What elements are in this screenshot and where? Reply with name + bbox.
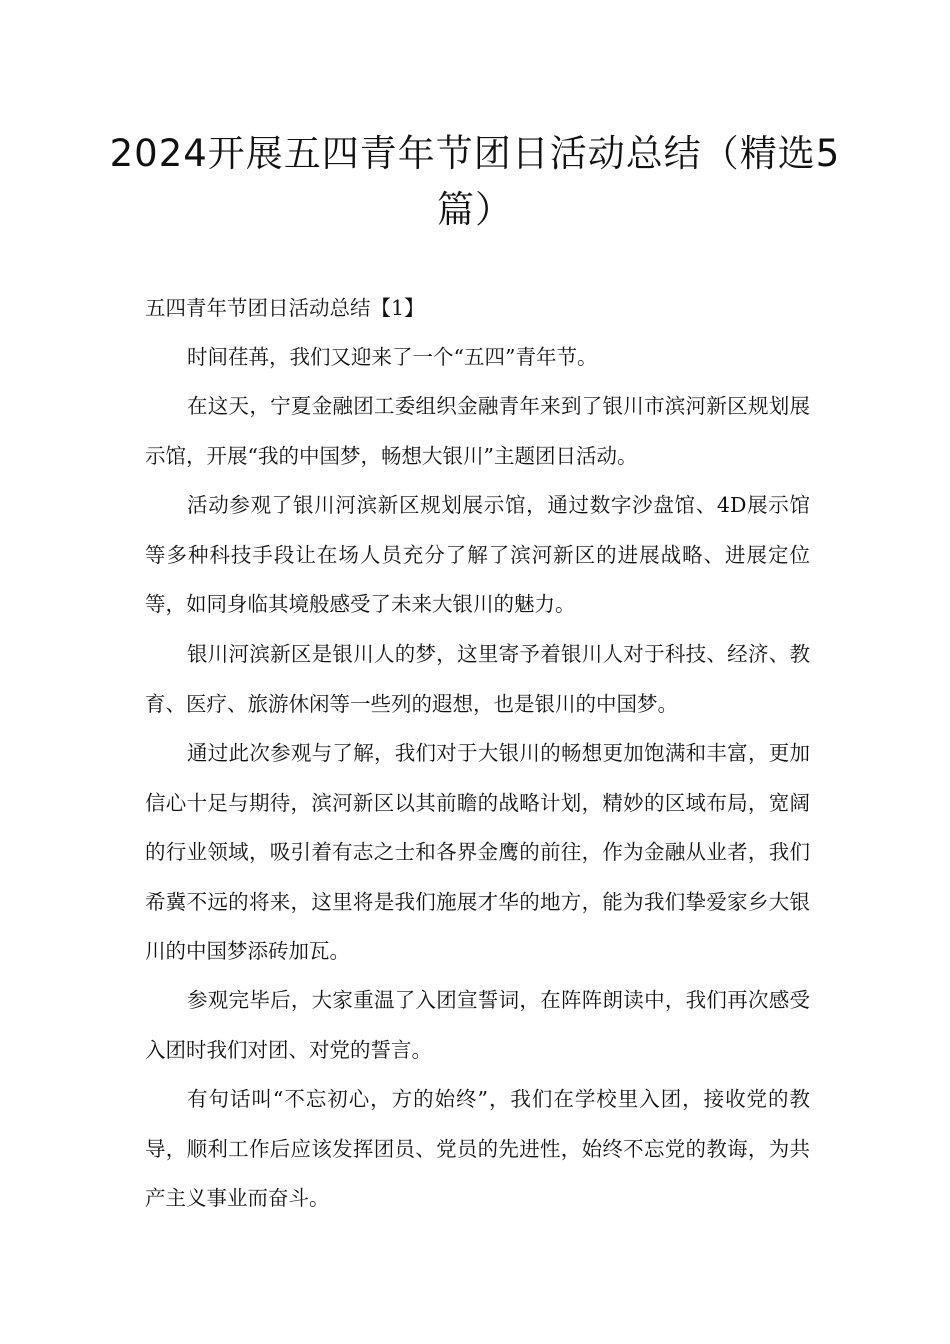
paragraph-7: 有句话叫“不忘初心，方的始终”，我们在学校里入团，接收党的教导，顺利工作后应该发挥团员、党员的先进性，始终不忘党的教诲，为共产主义事业而奋斗。 <box>145 1087 810 1210</box>
paragraph-2: 在这天，宁夏金融团工委组织金融青年来到了银川市滨河新区规划展示馆，开展“我的中国梦，畅想大银川”主题团日活动。 <box>145 394 810 468</box>
paragraph-3: 活动参观了银川河滨新区规划展示馆，通过数字沙盘馆、4D展示馆等多种科技手段让在场人员充分了解了滨河新区的进展战略、进展定位等，如同身临其境般感受了未来大银川的魅力。 <box>145 493 810 616</box>
paragraph-4: 银川河滨新区是银川人的梦，这里寄予着银川人对于科技、经济、教育、医疗、旅游休闲等一些列的遐想，也是银川的中国梦。 <box>145 642 810 716</box>
paragraph-1: 时间荏苒，我们又迎来了一个“五四”青年节。 <box>187 345 598 369</box>
paragraph-6: 参观完毕后，大家重温了入团宣誓词，在阵阵朗读中，我们再次感受入团时我们对团、对党的誓言。 <box>145 988 810 1062</box>
section-heading: 五四青年节团日活动总结【1】 <box>145 296 425 320</box>
paragraph-5: 通过此次参观与了解，我们对于大银川的畅想更加饱满和丰富，更加信心十足与期待，滨河新区以其前瞻的战略计划，精妙的区域布局，宽阔的行业领域，吸引着有志之士和各界金鹰的前往，作为金融从业者，我们希冀不远的将来，这里将是我们施展才华的地方，能为我们挚爱家乡大银川的中国梦添砖加瓦。 <box>145 741 810 963</box>
document-title: 2024开展五四青年节团日活动总结（精选5篇） <box>109 132 841 231</box>
